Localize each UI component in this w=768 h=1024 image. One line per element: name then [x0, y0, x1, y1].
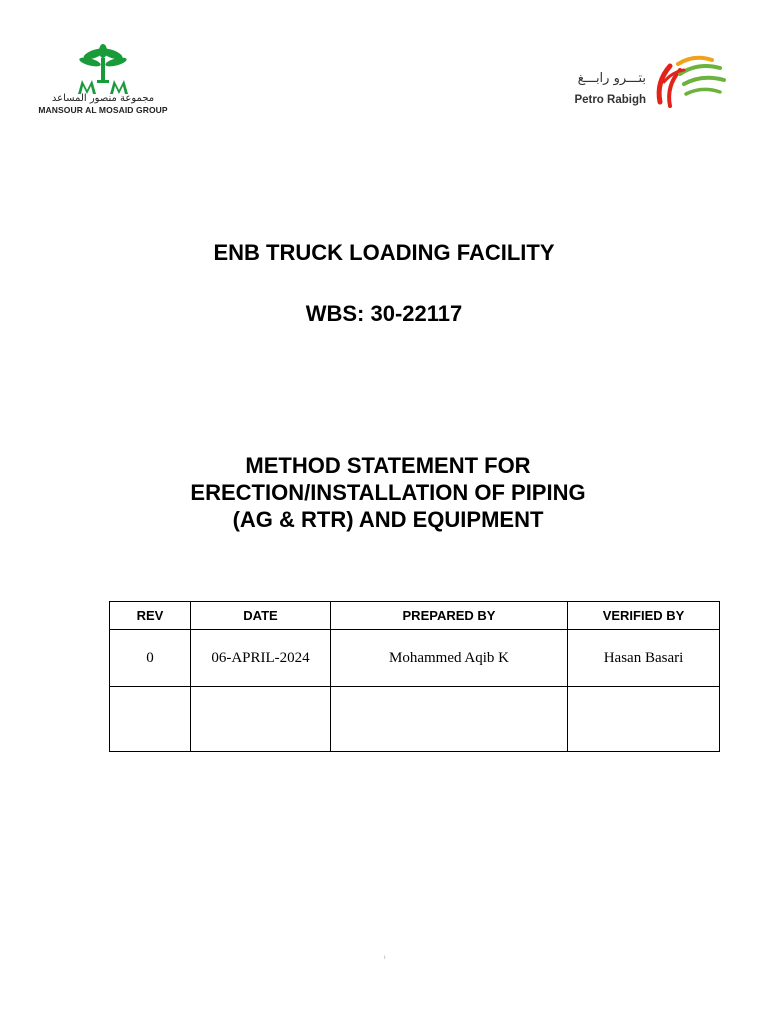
- petro-rabigh-logo: [560, 52, 732, 114]
- table-row: [110, 630, 720, 687]
- petro-rabigh-swirl-icon: [650, 52, 728, 114]
- table-header-row: [110, 602, 720, 630]
- revision-table: [109, 601, 720, 752]
- mansour-arabic-name: مجموعة منصور المساعد: [51, 93, 155, 104]
- cell-date: 06-APRIL-2024: [191, 630, 331, 687]
- cell-prepared-by: [331, 687, 568, 752]
- mansour-al-mosaid-logo: [28, 44, 178, 116]
- method-title-line-2: ERECTION/INSTALLATION OF PIPING: [190, 480, 586, 505]
- cell-rev: 0: [110, 630, 191, 687]
- method-statement-title: [100, 452, 676, 533]
- cell-prepared-by: Mohammed Aqib K: [331, 630, 568, 687]
- header-verified-by: VERIFIED BY: [568, 602, 720, 630]
- method-title-line-3: (AG & RTR) AND EQUIPMENT: [232, 507, 544, 532]
- header-date: DATE: [191, 602, 331, 630]
- petro-rabigh-arabic-name: بتـــرو رابـــغ: [577, 71, 646, 86]
- header-rev: REV: [110, 602, 191, 630]
- table-row: [110, 687, 720, 752]
- mansour-english-name: MANSOUR AL MOSAID GROUP: [38, 105, 168, 115]
- palm-tree-logo-icon: [72, 44, 134, 100]
- wbs-number: WBS: 30-22117: [305, 301, 463, 326]
- footer-mark: ı: [384, 954, 386, 961]
- petro-rabigh-english-name: Petro Rabigh: [574, 94, 646, 106]
- cell-verified-by: [568, 687, 720, 752]
- cell-rev: [110, 687, 191, 752]
- cell-date: [191, 687, 331, 752]
- project-title: ENB TRUCK LOADING FACILITY: [213, 240, 555, 265]
- method-title-line-1: METHOD STATEMENT FOR: [245, 453, 531, 478]
- header-prepared-by: PREPARED BY: [331, 602, 568, 630]
- cell-verified-by: Hasan Basari: [568, 630, 720, 687]
